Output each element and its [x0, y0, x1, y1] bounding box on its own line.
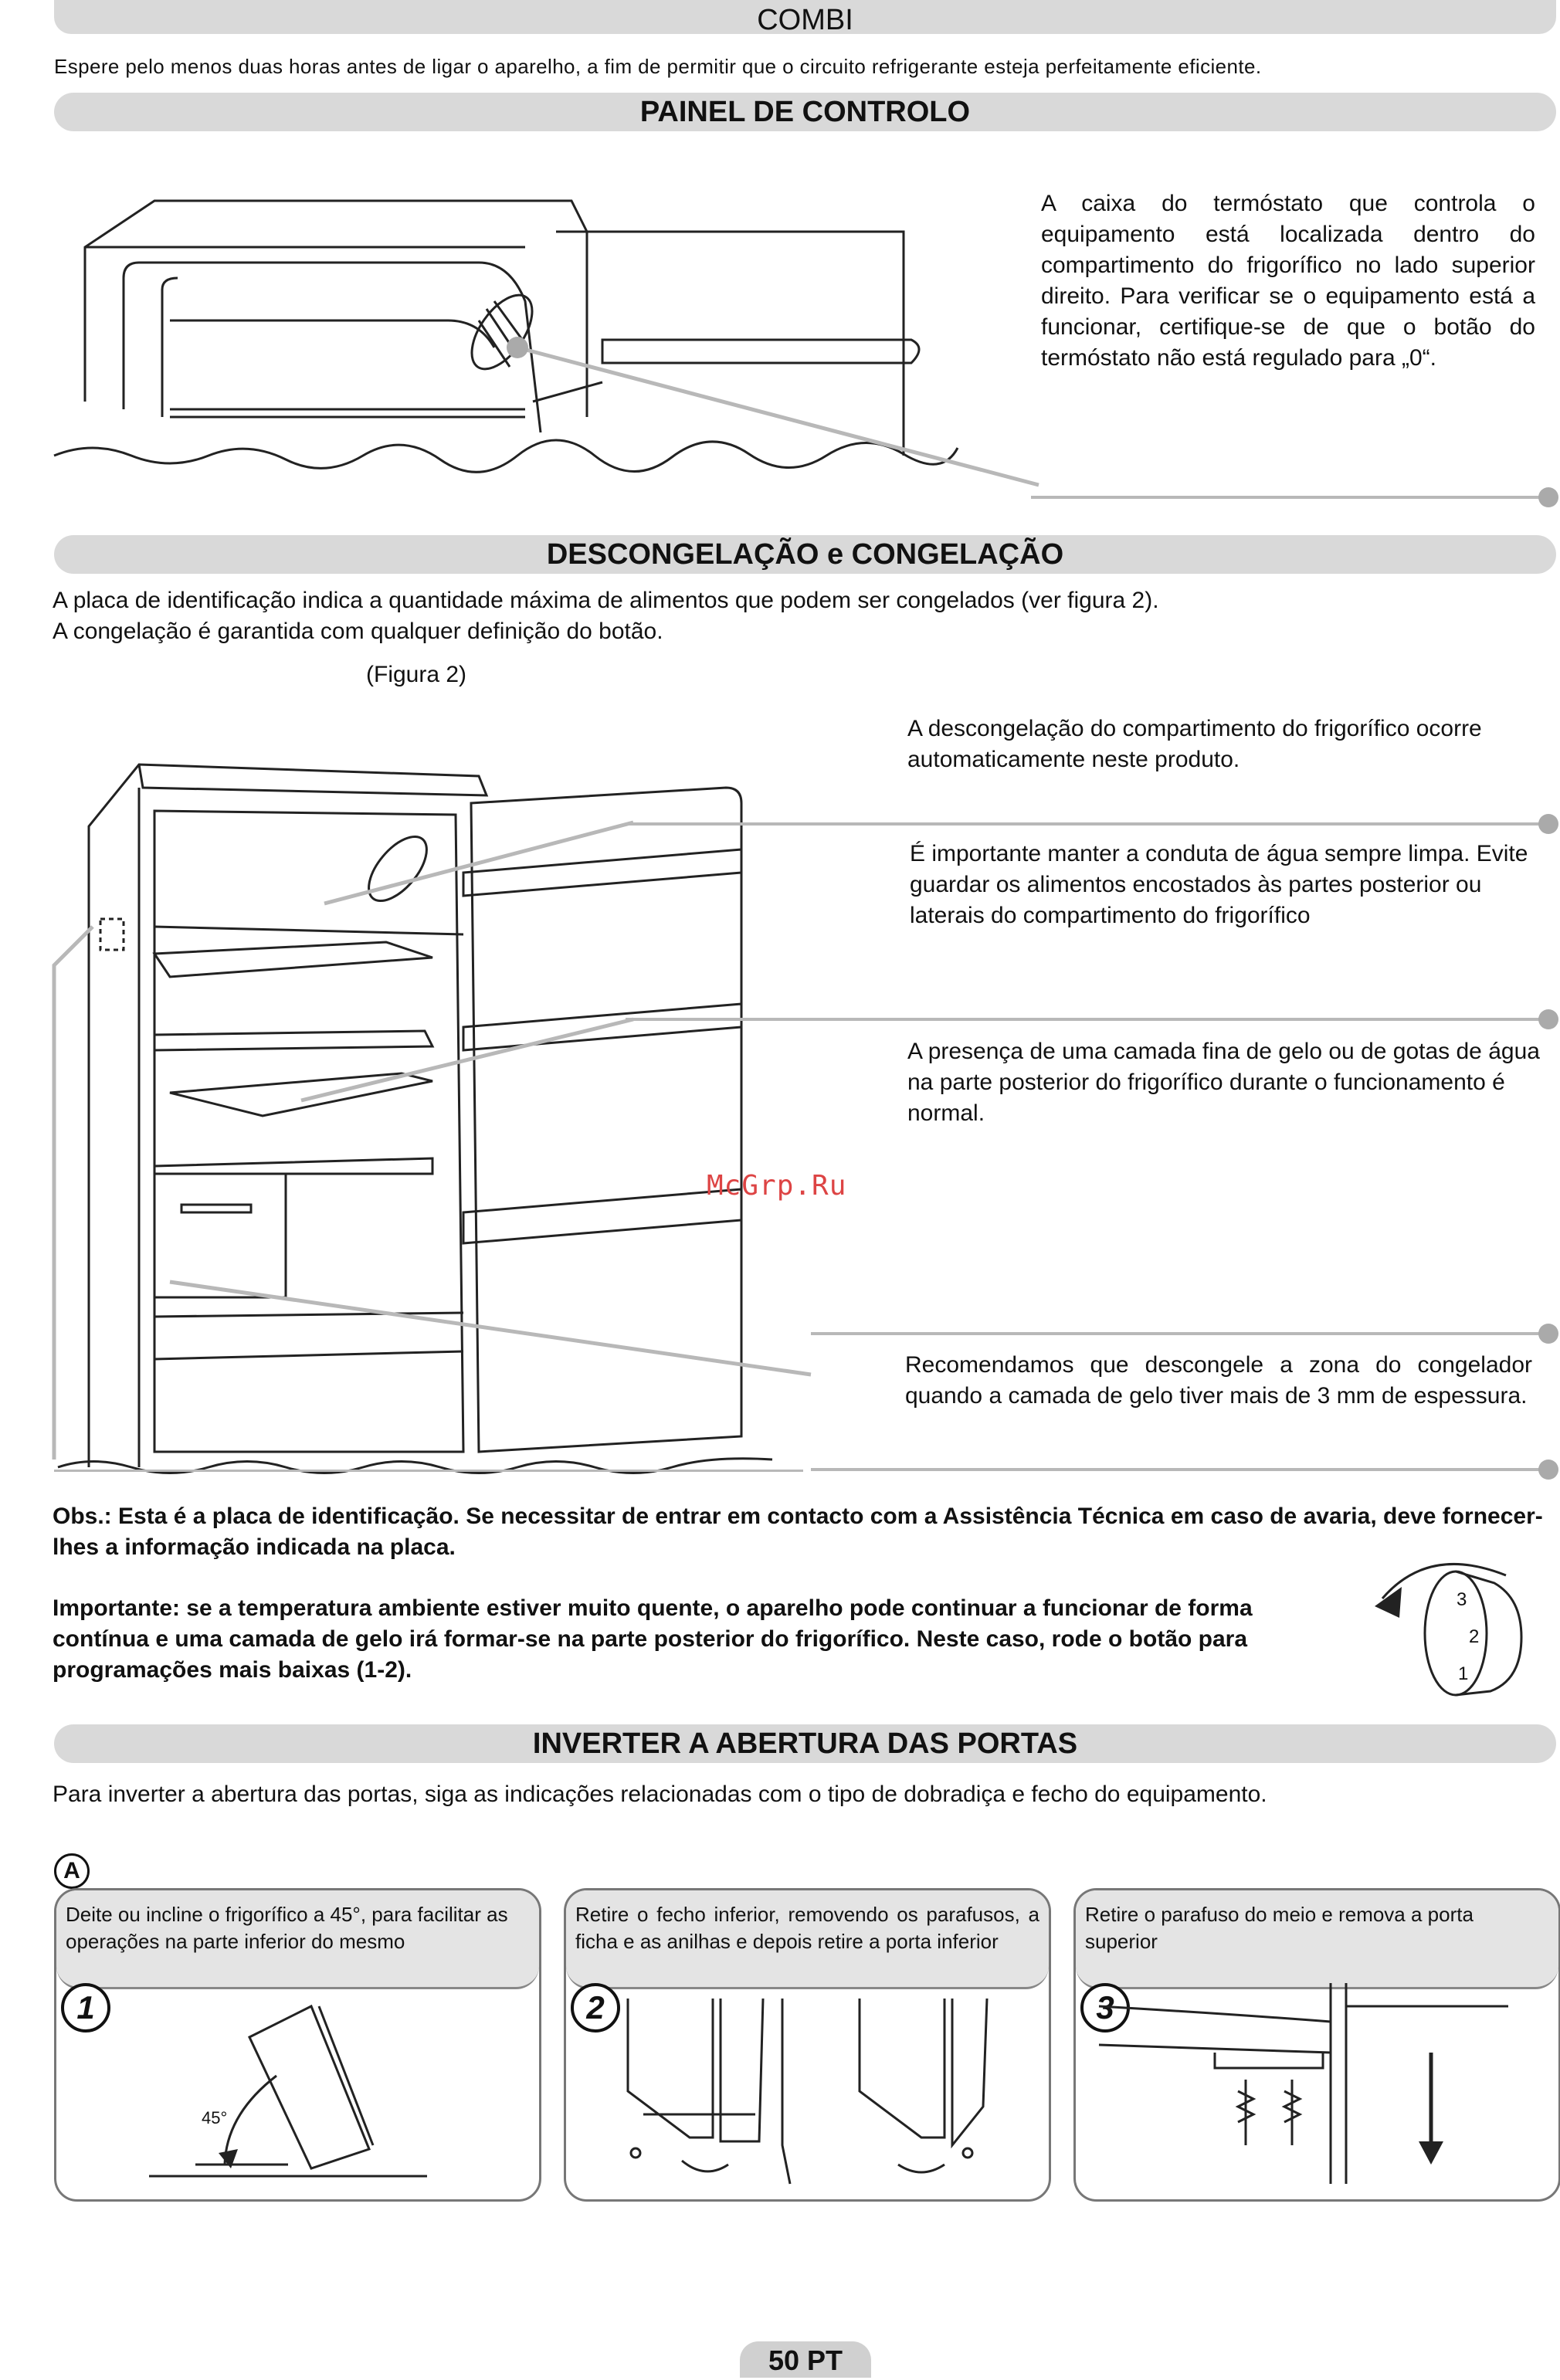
step-2-panel: [564, 1888, 1051, 2202]
step-3-panel: [1073, 1888, 1560, 2202]
inverter-title-bar: [54, 1724, 1556, 1763]
painel-leader-dot: [1538, 487, 1558, 507]
callout-2-dot: [1538, 1009, 1558, 1029]
descongelacao-intro-2: A congelação é garantida com qualquer definição do botão.: [53, 619, 663, 644]
descongelacao-title-bar: [54, 535, 1556, 574]
callout-2-leader: [626, 1018, 1541, 1021]
callout-3: A presença de uma camada fina de gelo ou de gotas de água na parte posterior do frigorífico durante o funcionamento é normal.: [907, 1039, 1540, 1126]
page-number-pill: [740, 2341, 871, 2378]
inverter-intro: Para inverter a abertura das portas, siga as indicações relacionadas com o tipo de dobradiça e fecho do equipamento.: [53, 1782, 1267, 1807]
step-1-angle-label: 45°: [202, 2108, 228, 2127]
callout-1-leader: [626, 822, 1541, 826]
importante-note: Importante: se a temperatura ambiente estiver muito quente, o aparelho pode continuar a funcionar de forma contínua e uma camada de gelo irá formar-se na parte posterior do frigorífico. Neste caso, rode o botão para programações mais baixas (1-2).: [53, 1595, 1253, 1683]
dial-number-2: 2: [1469, 1626, 1480, 1647]
step-3-badge: 3: [1080, 1983, 1130, 2032]
step-3-text: Retire o parafuso do meio e remova a porta superior: [1085, 1903, 1474, 1953]
painel-leader-line: [1031, 496, 1541, 499]
fridge-top-illustration: [46, 154, 1128, 587]
fridge-base-line: [54, 1470, 803, 1472]
step-1-badge: 1: [61, 1983, 110, 2032]
callout-3-dot: [1538, 1324, 1558, 1344]
descongelacao-title: DESCONGELAÇÃO e CONGELAÇÃO: [546, 538, 1064, 571]
dial-number-1: 1: [1458, 1663, 1469, 1684]
step-2-head: [566, 1890, 1049, 1989]
step-1-panel: [54, 1888, 541, 2202]
step-1-illustration: [56, 1991, 539, 2192]
step-1-head: [56, 1890, 539, 1989]
descongelacao-bottom-dot: [1538, 1460, 1558, 1480]
page-number: 50 PT: [768, 2344, 843, 2376]
step-3-head: [1076, 1890, 1558, 1989]
callout-2: É importante manter a conduta de água sempre limpa. Evite guardar os alimentos encostados às partes posterior ou laterais do compartimento do frigorífico: [910, 841, 1528, 928]
painel-title: PAINEL DE CONTROLO: [639, 96, 971, 128]
painel-text: A caixa do termóstato que controla o equipamento está localizada dentro do compartimento do frigorífico no lado superior direito. Para verificar se o equipamento está a funcionar, certifique-se de que o botão do termóstato não está regulado para „0“.: [1041, 191, 1535, 371]
callout-1: A descongelação do compartimento do frigorífico ocorre automaticamente neste produto.: [907, 716, 1482, 772]
figure-label: (Figura 2): [366, 662, 467, 687]
section-letter-badge: A: [54, 1853, 90, 1889]
descongelacao-bottom-leader: [811, 1468, 1541, 1471]
callout-3-leader: [811, 1332, 1541, 1335]
inverter-title: INVERTER A ABERTURA DAS PORTAS: [532, 1727, 1078, 1760]
callout-4: Recomendamos que descongele a zona do congelador quando a camada de gelo tiver mais de 3 mm de espessura.: [905, 1352, 1532, 1409]
painel-title-bar: [54, 93, 1556, 131]
dial-number-3: 3: [1457, 1589, 1467, 1610]
obs-note: Obs.: Esta é a placa de identificação. Se necessitar de entrar em contacto com a Assistência Técnica em caso de avaria, deve fornecer-lhes a informação indicada na placa.: [53, 1504, 1543, 1560]
step-2-badge: 2: [571, 1983, 620, 2032]
header-note: Espere pelo menos duas horas antes de ligar o aparelho, a fim de permitir que o circuito refrigerante esteja perfeitamente eficiente.: [54, 55, 1262, 78]
watermark: McGrp.Ru: [707, 1170, 847, 1202]
step-1-text: Deite ou incline o frigorífico a 45°, para facilitar as operações na parte inferior do mesmo: [66, 1903, 508, 1953]
callout-1-dot: [1538, 814, 1558, 834]
descongelacao-intro-1: A placa de identificação indica a quantidade máxima de alimentos que podem ser congelados (ver figura 2).: [53, 588, 1159, 613]
combi-title: COMBI: [757, 4, 853, 36]
step-3-illustration: [1076, 1991, 1558, 2192]
combi-title-bar: [54, 0, 1556, 34]
open-fridge-illustration: [46, 741, 896, 1483]
step-2-text: Retire o fecho inferior, removendo os parafusos, a ficha e as anilhas e depois retire a porta inferior: [575, 1903, 1039, 1953]
step-2-illustration: [566, 1991, 1049, 2192]
